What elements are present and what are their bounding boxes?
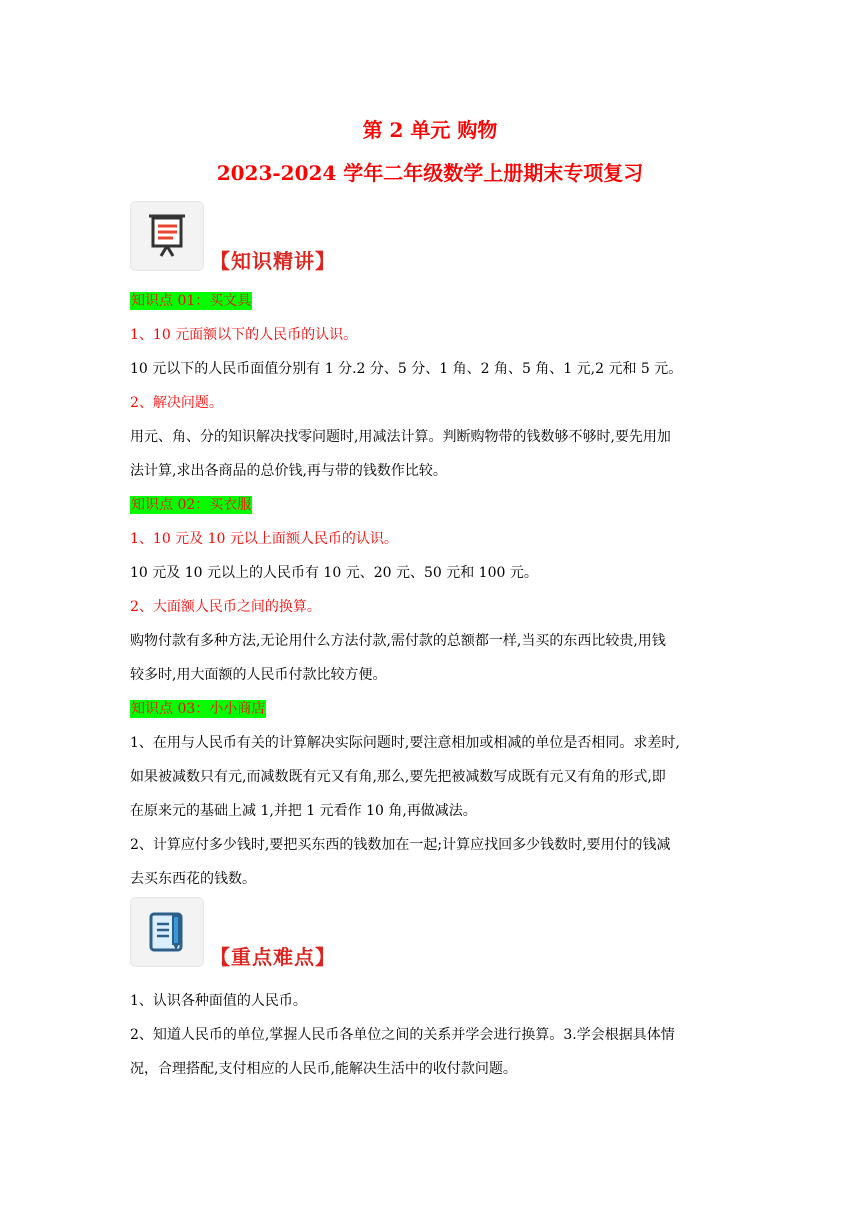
body-line: 10 元以下的人民币面值分别有 1 分.2 分、5 分、1 角、2 角、5 角、1 元,2 元和 5 元。 <box>130 361 683 377</box>
unit-title: 第 2 单元 购物 <box>362 118 498 142</box>
body-line: 10 元及 10 元以上的人民币有 10 元、20 元、50 元和 100 元。 <box>130 565 538 581</box>
key-points-banner-label: 【重点难点】 <box>210 945 336 969</box>
body-line: 1、认识各种面值的人民币。 <box>130 993 307 1009</box>
body-line: 2、计算应付多少钱时,要把买东西的钱数加在一起;计算应找回多少钱数时,要用付的钱减 <box>130 837 671 853</box>
subheading: 2、大面额人民币之间的换算。 <box>130 599 321 615</box>
body-line: 用元、角、分的知识解决找零问题时,用减法计算。判断购物带的钱数够不够时,要先用加 <box>130 429 671 445</box>
section-heading: 知识点 01：买文具 <box>131 293 252 309</box>
section-heading: 知识点 02：买衣服 <box>131 497 252 513</box>
document-pen-icon <box>130 897 204 967</box>
body-line: 况，合理搭配,支付相应的人民币,能解决生活中的收付款问题。 <box>130 1061 517 1077</box>
subheading: 2、解决问题。 <box>130 395 223 411</box>
body-line: 如果被减数只有元,而减数既有元又有角,那么,要先把被减数写成既有元又有角的形式,即 <box>130 769 666 785</box>
presentation-board-icon <box>130 201 204 271</box>
subheading: 1、10 元及 10 元以上面额人民币的认识。 <box>130 531 398 547</box>
body-line: 购物付款有多种方法,无论用什么方法付款,需付款的总额都一样,当买的东西比较贵,用钱 <box>130 633 666 649</box>
body-line: 法计算,求出各商品的总价钱,再与带的钱数作比较。 <box>130 463 447 479</box>
body-line: 在原来元的基础上减 1,并把 1 元看作 10 角,再做减法。 <box>130 803 477 819</box>
body-line: 较多时,用大面额的人民币付款比较方便。 <box>130 667 387 683</box>
body-line: 去买东西花的钱数。 <box>130 871 256 887</box>
section-heading: 知识点 03：小小商店 <box>131 701 266 717</box>
subheading: 1、10 元面额以下的人民币的认识。 <box>130 327 358 343</box>
knowledge-banner-label: 【知识精讲】 <box>210 249 336 273</box>
body-line: 1、在用与人民币有关的计算解决实际问题时,要注意相加或相减的单位是否相同。求差时, <box>130 735 680 751</box>
body-line: 2、知道人民币的单位,掌握人民币各单位之间的关系并学会进行换算。3.学会根据具体情 <box>130 1027 675 1043</box>
course-title: 2023-2024 学年二年级数学上册期末专项复习 <box>216 161 644 185</box>
